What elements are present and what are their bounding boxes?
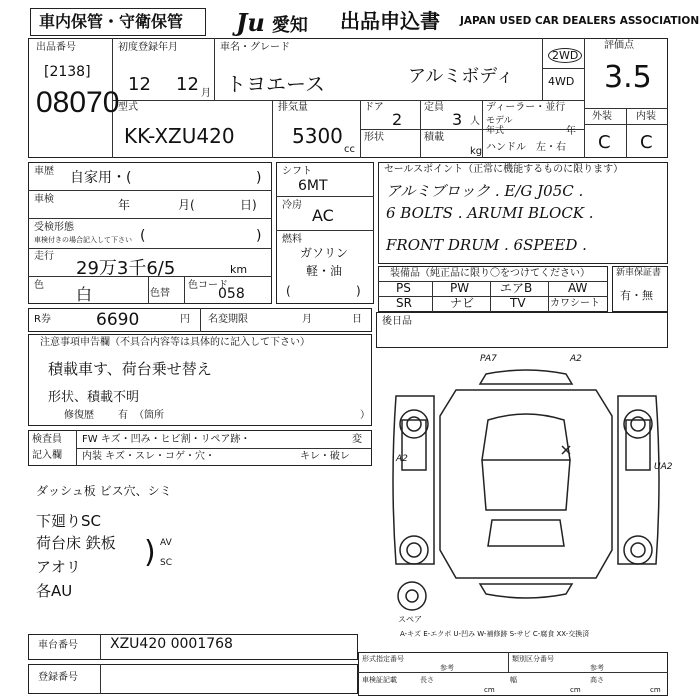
reception-paren: (	[140, 228, 146, 244]
score-value: 3.5	[604, 60, 652, 95]
dealer-import-label: ディーラー・並行	[486, 102, 566, 113]
interior-label: 内装	[636, 111, 656, 122]
name-change-month: 月	[302, 314, 312, 325]
diagram-legend: A-キズ E-エクボ U-凹み W-補修跡 S-サビ C-腐食 XX-交換済	[400, 630, 590, 638]
fuel-paren: (	[286, 284, 291, 298]
registration-month: 12	[176, 74, 199, 95]
color-code-label: 色コード	[188, 280, 228, 291]
selling-point-line-1: アルミブロック . E/G J05C .	[386, 182, 584, 200]
equipment-label: 装備品（純正品に限り〇をつけてください）	[390, 268, 590, 279]
color-swap-label: 色替	[150, 288, 170, 299]
capacity-unit: 人	[470, 116, 480, 127]
recycle-unit: 円	[180, 314, 190, 325]
spec-cm-3: cm	[650, 686, 661, 694]
displacement-value: 5300	[292, 124, 343, 148]
notes-line-2: 形状、積載不明	[48, 390, 140, 405]
capacity-label: 定員	[424, 102, 444, 113]
dealer-year-label: 年式	[486, 126, 505, 136]
doors-label: ドア	[364, 102, 384, 113]
lot-label: 出品番号	[36, 42, 76, 53]
spec-reference-2: 参考	[590, 664, 604, 672]
fuel-value: ガソリン	[300, 246, 349, 260]
reception-note: 車検付きの場合記入して下さい	[34, 236, 132, 244]
recycle-value: 6690	[96, 310, 140, 330]
equip-navi: ナビ	[450, 296, 475, 310]
registration-year: 12	[128, 74, 151, 95]
handle-options: 左・右	[536, 142, 566, 153]
equip-pw: PW	[450, 281, 470, 295]
name-change-label: 名変期限	[208, 314, 248, 325]
displacement-unit: cc	[344, 144, 355, 155]
model-label: 型式	[118, 102, 138, 113]
fuel-alt: 軽・油	[306, 264, 343, 278]
aircon-label: 冷房	[282, 200, 302, 211]
car-damage-diagram	[376, 350, 676, 630]
notes-label: 注意事項申告欄（不具合内容等は具体的に記入して下さい）	[40, 337, 310, 348]
aircon-value: AC	[312, 206, 334, 225]
load-unit: kg	[470, 146, 483, 157]
post-items-box	[376, 312, 668, 348]
diagram-label-spare: スペア	[398, 615, 422, 624]
repair-label: 修復歴	[64, 410, 94, 421]
repair-close: ）	[360, 410, 370, 421]
inspector-note-5: 各AU	[36, 582, 73, 600]
inspector-row-1: FW キズ・凹み・ヒビ割・リペア跡・	[82, 434, 251, 445]
storage-label-box	[30, 8, 206, 36]
inspector-row-2: 内装 キズ・スレ・コゲ・穴・	[82, 451, 215, 462]
inspector-note-3: 荷台床 鉄板	[36, 534, 116, 552]
dealer-year-unit: 年	[566, 126, 576, 137]
storage-label: 車内保管・守衛保管	[39, 12, 184, 31]
registration-no-label: 登録番号	[38, 672, 78, 683]
mileage-unit: km	[230, 263, 248, 276]
brand-logo	[236, 8, 308, 37]
inspection-month: 月(	[178, 198, 195, 212]
spec-length: 長さ	[420, 676, 434, 684]
brand-mark: Ju	[236, 8, 265, 37]
spec-inspection-label: 形式指定番号	[362, 655, 404, 663]
registration-label: 初度登録年月	[118, 42, 178, 53]
inspector-label-1: 検査員	[32, 434, 62, 445]
shift-value: 6MT	[298, 178, 328, 194]
diagram-label-pa7: PA7	[480, 354, 497, 364]
diagram-label-a2-left: A2	[396, 454, 408, 464]
fuel-label: 燃料	[282, 234, 302, 245]
fuel-close: )	[356, 284, 361, 298]
brand-region: 愛知	[271, 15, 308, 36]
spec-cm-2: cm	[570, 686, 581, 694]
exterior-grade: C	[598, 132, 611, 153]
model-value: KK-XZU420	[124, 124, 235, 148]
shift-label: シフト	[282, 166, 312, 177]
chassis-label: 車台番号	[38, 640, 78, 651]
car-name-label: 車名・グレード	[220, 42, 290, 53]
diagram-label-ua2: UA2	[654, 462, 673, 472]
equip-tv: TV	[510, 296, 526, 310]
doors-value: 2	[392, 110, 403, 129]
spec-reference-1: 参考	[440, 664, 454, 672]
recycle-label: R券	[34, 314, 51, 325]
history-value: 自家用・(	[70, 170, 132, 186]
inspector-note-2: 下廻りSC	[36, 512, 101, 530]
mileage-value: 29万3千6/5	[76, 258, 176, 279]
exterior-label: 外装	[592, 111, 612, 122]
repair-place: （箇所	[134, 410, 164, 421]
notes-line-1: 積載車す、荷台乗せ替え	[48, 360, 212, 378]
lot-bracket-code: [2138]	[44, 64, 91, 80]
inspector-row-2-tail: キレ・破レ	[300, 451, 350, 462]
reception-close: )	[256, 228, 262, 244]
spec-height: 高さ	[590, 676, 604, 684]
name-change-day: 日	[352, 314, 362, 325]
car-grade: アルミボディ	[408, 66, 514, 87]
spec-dimensions-label: 車検証記載	[362, 676, 397, 684]
inspection-day: 日)	[240, 198, 257, 212]
inspection-label: 車検	[34, 194, 54, 205]
color-value: 白	[76, 285, 93, 304]
selling-point-line-2: 6 BOLTS . ARUMI BLOCK .	[386, 204, 594, 222]
warranty-label: 新車保証書	[616, 268, 662, 278]
warranty-value: 有・無	[620, 289, 653, 302]
displacement-label: 排気量	[278, 102, 308, 113]
registration-month-unit: 月	[201, 88, 211, 99]
equip-airbag: エアB	[500, 281, 533, 295]
inspector-mark-sc: SC	[160, 558, 172, 568]
diagram-label-a2-top: A2	[570, 354, 582, 364]
association-name: JAPAN USED CAR DEALERS ASSOCIATION	[460, 15, 700, 27]
shape-label: 形状	[364, 132, 384, 143]
inspector-mark-av: AV	[160, 538, 172, 548]
dealer-model-label: モデル	[486, 116, 513, 126]
capacity-value: 3	[452, 110, 463, 129]
repair-value: 有	[118, 410, 128, 421]
sheet-title: 出品申込書	[340, 9, 440, 33]
equip-cawaseat: カワシート	[550, 298, 600, 309]
handle-label: ハンドル	[486, 142, 526, 153]
spec-category-label: 類別区分番号	[512, 655, 554, 663]
selling-point-line-3: FRONT DRUM . 6SPEED .	[386, 236, 587, 254]
equip-sr: SR	[396, 296, 412, 310]
spec-width: 幅	[510, 676, 517, 684]
spec-cm-1: cm	[484, 686, 495, 694]
car-name: トヨエース	[226, 72, 325, 96]
equip-ps: PS	[396, 281, 411, 295]
interior-grade: C	[640, 132, 653, 153]
inspector-label-2: 記入欄	[32, 450, 62, 461]
reception-label: 受検形態	[34, 222, 74, 233]
mileage-label: 走行	[34, 251, 54, 262]
vehicle-info-box	[28, 162, 272, 304]
inspection-year: 年	[118, 198, 131, 212]
lot-number: 08070	[36, 86, 120, 119]
equip-aw: AW	[568, 281, 588, 295]
drive-4wd: 4WD	[548, 75, 575, 88]
color-code: 058	[218, 286, 245, 302]
chassis-value: XZU420 0001768	[110, 636, 233, 652]
load-label: 積載	[424, 132, 444, 143]
selling-points-label: セールスポイント（正常に機能するものに限ります）	[384, 164, 624, 175]
score-label: 評価点	[604, 40, 634, 51]
inspector-note-4: アオリ	[36, 558, 81, 576]
history-label: 車歴	[34, 166, 54, 177]
inspector-row-1-tail: 変	[352, 434, 362, 445]
color-label: 色	[34, 280, 44, 291]
bracket-mark: )	[144, 535, 156, 570]
drive-2wd: 2WD	[548, 48, 582, 63]
inspector-note-1: ダッシュ板 ビス穴、シミ	[36, 484, 172, 498]
history-close: )	[256, 170, 262, 186]
post-items-label: 後日品	[382, 316, 412, 327]
